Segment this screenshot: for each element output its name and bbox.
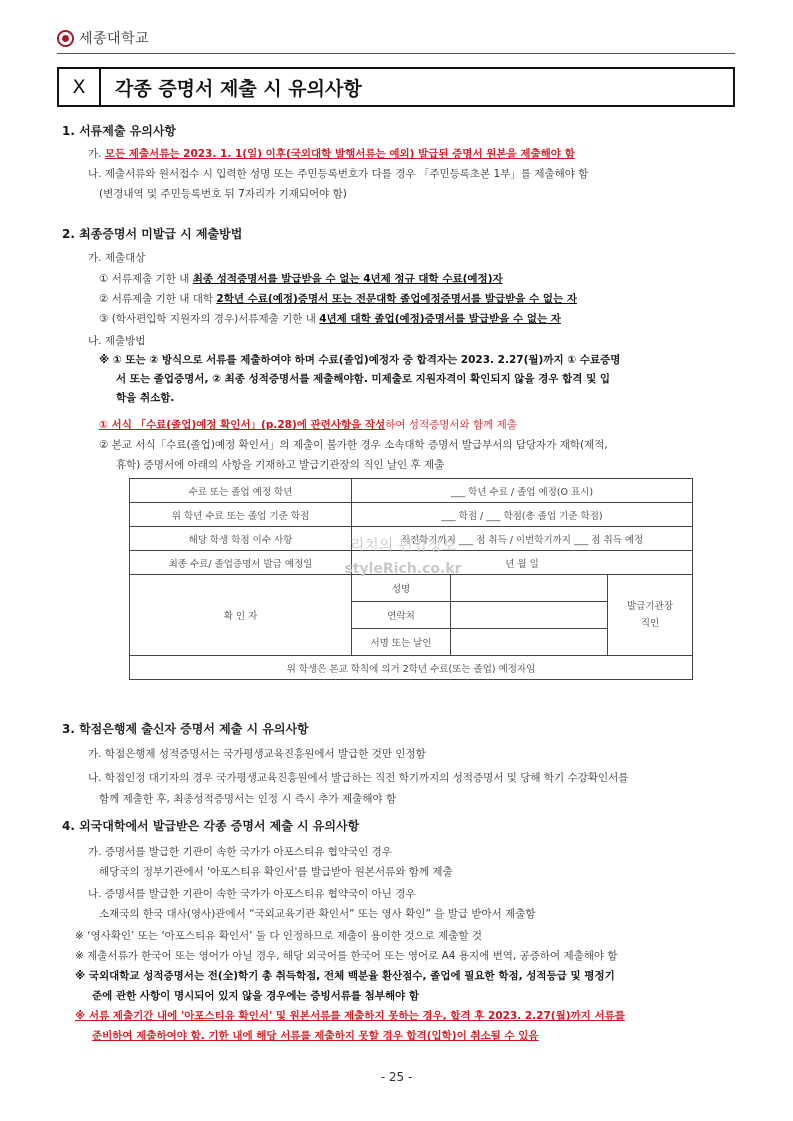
section-2-heading: 2. 최종증명서 미발급 시 제출방법 — [62, 227, 243, 241]
s1-item-b-line1: 나. 제출서류와 원서접수 시 입력한 성명 또는 주민등록번호가 다를 경우 「주민등록초본 1부」를 제출해야 함 — [88, 168, 589, 180]
s2-item-a: 가. 제출대상 — [88, 252, 146, 264]
signature-field — [451, 629, 608, 656]
s1-item-a: 가. 모든 제출서류는 2023. 1. 1(일) 이후(국외대학 발행서류는 예외) 발급된 증명서 원본을 제출해야 함 — [88, 148, 575, 160]
brand-name: 세종대학교 — [79, 31, 150, 47]
s2-target-1: ① 서류제출 기한 내 최종 성적증명서를 발급받을 수 없는 4년제 정규 대학 수료(예정)자 — [99, 273, 503, 285]
contact-label: 연락처 — [352, 602, 451, 629]
watermark: 리치의 편입정보 styleRich.co.kr — [344, 536, 462, 577]
s1-item-a-emphasis: 모든 제출서류는 2023. 1. 1(일) 이후(국외대학 발행서류는 예외) 발급된 증명서 원본을 제출해야 함 — [104, 148, 575, 160]
s4-item-a-line2: 해당국의 정부기관에서 '아포스티유 확인서'를 발급받아 원본서류와 함께 제출 — [99, 866, 453, 878]
s3-item-b-line2: 함께 제출한 후, 최종성적증명서는 인정 시 즉시 추가 제출해야 함 — [99, 793, 397, 805]
name-field — [451, 575, 608, 602]
table-label: 위 학년 수료 또는 졸업 기준 학점 — [130, 503, 352, 527]
s2-note-line3: 학을 취소함. — [116, 392, 175, 404]
s4-note-1: ※ ‘영사확인’ 또는 ‘아포스티유 확인서’ 둘 다 인정하므로 제출이 용이한 것으로 제출할 것 — [75, 930, 483, 942]
s4-note-3-line1: ※ 국외대학교 성적증명서는 전(全)학기 총 취득학점, 전체 백분율 환산점수, 졸업에 필요한 학점, 성적등급 및 평정기 — [75, 970, 615, 982]
section-1-heading: 1. 서류제출 유의사항 — [62, 124, 177, 138]
section-3-heading: 3. 학점은행제 출신자 증명서 제출 시 유의사항 — [62, 722, 309, 736]
section-4-heading: 4. 외국대학에서 발급받은 각종 증명서 제출 시 유의사항 — [62, 819, 360, 833]
s4-note-4-line2: 준비하여 제출하여야 함. 기한 내에 해당 서류를 제출하지 못할 경우 합격(입학)이 취소될 수 있음 — [92, 1030, 539, 1042]
seal-label: 발급기관장 직인 — [608, 575, 693, 656]
s4-note-3-line2: 준에 관한 사항이 명시되어 있지 않을 경우에는 증빙서류를 첨부해야 함 — [92, 990, 420, 1002]
s2-target-2: ② 서류제출 기한 내 대학 2학년 수료(예정)증명서 또는 전문대학 졸업예정증명서를 발급받을 수 없는 자 — [99, 293, 577, 305]
contact-field — [451, 602, 608, 629]
chapter-number: X — [59, 69, 101, 105]
university-seal-icon — [57, 30, 74, 47]
s4-item-b-line1: 나. 증명서를 발급한 기관이 속한 국가가 아포스티유 협약국이 아닌 경우 — [88, 888, 416, 900]
table-value: ___ 학점 / ___ 학점(총 졸업 기준 학점) — [352, 503, 693, 527]
chapter-title-box — [57, 67, 735, 107]
table-label: 최종 수료/ 졸업증명서 발급 예정일 — [130, 551, 352, 575]
table-label: 해당 학생 학점 이수 사항 — [130, 527, 352, 551]
s2-item-b: 나. 제출방법 — [88, 335, 146, 347]
s4-note-2: ※ 제출서류가 한국어 또는 영어가 아닐 경우, 해당 외국어를 한국어 또는 영어로 A4 용지에 번역, 공증하여 제출해야 함 — [75, 950, 618, 962]
s2-method-1: ① 서식 「수료(졸업)예정 확인서」(p.28)에 관련사항을 작성하여 성적증명서와 함께 제출 — [99, 419, 517, 431]
s2-method-2-line2: 휴학) 증명서에 아래의 사항을 기재하고 발급기관장의 직인 날인 후 제출 — [116, 459, 445, 471]
s1-item-b-line2: (변경내역 및 주민등록번호 뒤 7자리가 기재되어야 함) — [99, 188, 347, 200]
s3-item-a: 가. 학점은행제 성적증명서는 국가평생교육진흥원에서 발급한 것만 인정함 — [88, 748, 426, 760]
confirmer-label: 확 인 자 — [130, 575, 352, 656]
page-number: - 25 - — [380, 1070, 413, 1084]
s2-target-3: ③ (학사편입학 지원자의 경우)서류제출 기한 내 4년제 대학 졸업(예정)증명서를 발급받을 수 없는 자 — [99, 313, 561, 325]
s2-method-2-line1: ② 본교 서식「수료(졸업)예정 확인서」의 제출이 불가한 경우 소속대학 증명서 발급부서의 담당자가 재학(제적, — [99, 439, 608, 451]
s4-item-a-line1: 가. 증명서를 발급한 기관이 속한 국가가 아포스티유 협약국인 경우 — [88, 846, 392, 858]
confirmation-table — [129, 478, 693, 680]
table-label: 수료 또는 졸업 예정 학년 — [130, 479, 352, 503]
page-header — [57, 28, 149, 48]
s3-item-b-line1: 나. 학점인정 대기자의 경우 국가평생교육진흥원에서 발급하는 직전 학기까지의 성적증명서 및 당해 학기 수강확인서를 — [88, 772, 629, 784]
table-footer: 위 학생은 본교 학칙에 의거 2학년 수료(또는 졸업) 예정자임 — [130, 656, 693, 680]
name-label: 성명 — [352, 575, 451, 602]
table-value: 년 월 일 — [352, 551, 693, 575]
table-value: ___ 학년 수료 / 졸업 예정(O 표시) — [352, 479, 693, 503]
chapter-title: 각종 증명서 제출 시 유의사항 — [115, 77, 362, 100]
s4-item-b-line2: 소재국의 한국 대사(영사)관에서 “국외교육기관 확인서” 또는 영사 확인” 을 발급 받아서 제출함 — [99, 908, 536, 920]
s2-note-line2: 서 또는 졸업증명서, ② 최종 성적증명서를 제출해야함. 미제출로 지원자격이 확인되지 않을 경우 합격 및 입 — [116, 373, 611, 385]
table-value: 직전학기까지 ___ 점 취득 / 이번학기까지 ___ 점 취득 예정 — [352, 527, 693, 551]
s4-note-4-line1: ※ 서류 제출기간 내에 '아포스티유 확인서' 및 원본서류를 제출하지 못하는 경우, 합격 후 2023. 2.27(월)까지 서류를 — [75, 1010, 625, 1022]
signature-label: 서명 또는 날인 — [352, 629, 451, 656]
s2-note-line1: ※ ① 또는 ② 방식으로 서류를 제출하여야 하며 수료(졸업)예정자 중 합격자는 2023. 2.27(월)까지 ① 수료증명 — [99, 354, 621, 366]
header-rule — [57, 53, 735, 54]
